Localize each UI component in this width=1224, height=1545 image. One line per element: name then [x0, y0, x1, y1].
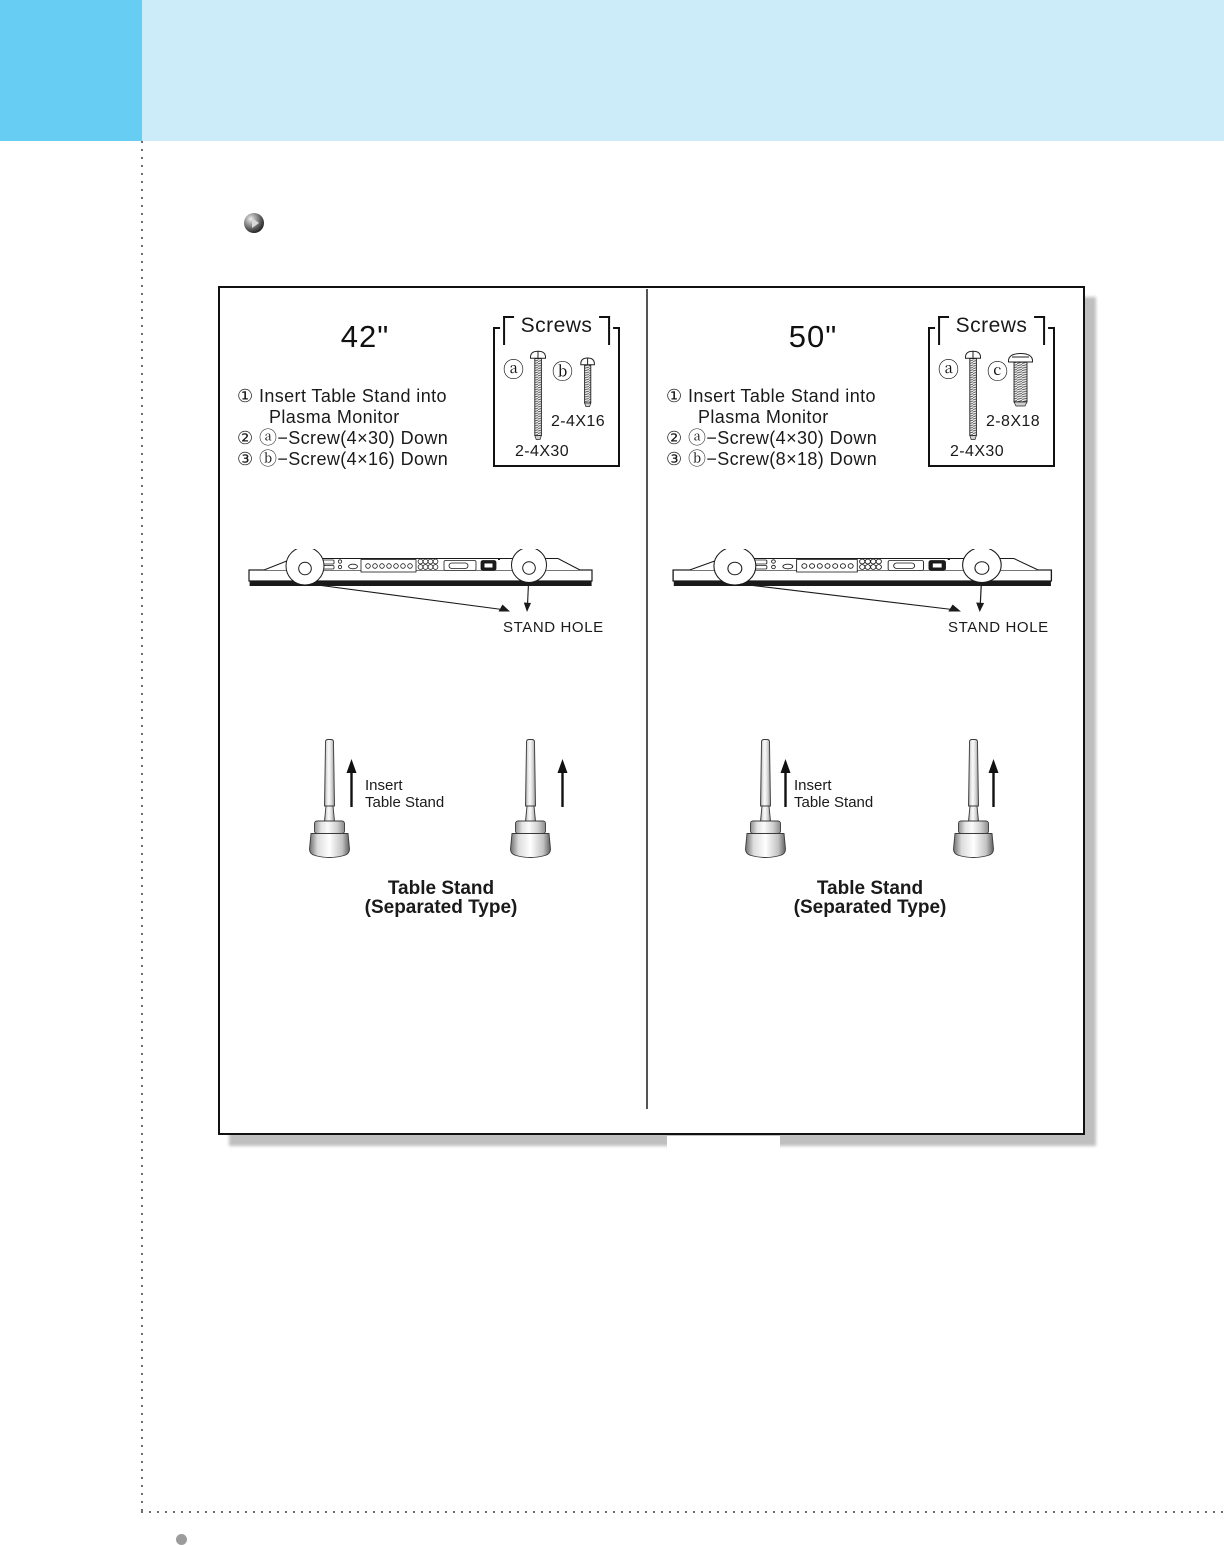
step-3: ③ ⓑ−Screw(8×18) Down — [666, 449, 878, 469]
screw-a-tag: ⓐ — [938, 359, 959, 382]
monitor-bottom-diagram — [672, 549, 1058, 619]
instruction-steps — [237, 386, 497, 470]
screw-a-size-label: 2-4X30 — [950, 443, 1004, 460]
stand-hole-label: STAND HOLE — [503, 619, 604, 636]
monitor-bottom-diagram — [248, 549, 598, 619]
screw-a-size-label: 2-4X30 — [515, 443, 569, 460]
step-1: ① Insert Table Stand into — [237, 386, 447, 406]
step-1: ① Insert Table Stand into — [666, 386, 876, 406]
insert-label-line1: Insert — [794, 777, 832, 794]
panel-50 — [647, 286, 1085, 1135]
insert-label-line2: Table Stand — [794, 794, 874, 811]
table-stand-icon — [507, 738, 554, 862]
up-arrow-icon — [346, 759, 357, 807]
step-3: ③ ⓑ−Screw(4×16) Down — [237, 449, 449, 469]
stand-caption-line1: Table Stand — [387, 878, 495, 899]
screw-b-size-label: 2-4X16 — [551, 413, 605, 430]
bracket-left-icon — [938, 316, 949, 345]
stand-caption-line2: (Separated Type) — [793, 897, 947, 918]
sphere-play-icon — [244, 213, 264, 233]
insert-label-line1: Insert — [365, 777, 403, 794]
up-arrow-icon — [557, 759, 568, 807]
screws-callout-box — [928, 314, 1055, 467]
step-2: ② ⓐ−Screw(4×30) Down — [237, 428, 449, 448]
step-1-cont: Plasma Monitor — [269, 407, 400, 427]
stand-caption-line1: Table Stand — [816, 878, 924, 899]
screw-4x16-icon — [579, 357, 596, 407]
screw-b-tag: ⓑ — [552, 361, 573, 384]
play-triangle-icon — [252, 218, 259, 228]
panel-title: 42" — [340, 319, 390, 354]
bracket-right-icon — [1034, 316, 1045, 345]
screw-a-tag: ⓐ — [503, 359, 524, 382]
bracket-left-icon — [503, 316, 514, 345]
screw-8x18-icon — [1007, 352, 1034, 409]
horizontal-dotted-guide — [141, 1511, 1224, 1513]
stand-caption-line2: (Separated Type) — [364, 897, 518, 918]
step-2: ② ⓐ−Screw(4×30) Down — [666, 428, 878, 448]
header-accent-block — [0, 0, 142, 141]
up-arrow-icon — [780, 759, 791, 807]
screw-4x30-icon — [528, 350, 548, 441]
panel-title: 50" — [788, 319, 838, 354]
screws-title: Screws — [520, 314, 593, 337]
screws-callout-box — [493, 314, 620, 467]
insert-label-line2: Table Stand — [365, 794, 445, 811]
bracket-right-icon — [599, 316, 610, 345]
gray-dot-icon — [176, 1534, 187, 1545]
panel-42 — [218, 286, 647, 1135]
screw-4x30-icon — [963, 350, 983, 441]
screw-c-size-label: 2-8X18 — [986, 413, 1040, 430]
header-band — [0, 0, 1224, 141]
up-arrow-icon — [988, 759, 999, 807]
instruction-steps — [666, 386, 926, 470]
screws-title: Screws — [955, 314, 1028, 337]
vertical-dotted-guide — [141, 141, 143, 1513]
step-1-cont: Plasma Monitor — [698, 407, 829, 427]
screws-label — [500, 313, 614, 345]
screw-c-tag: ⓒ — [987, 361, 1008, 384]
screws-label — [935, 313, 1049, 345]
stand-hole-label: STAND HOLE — [948, 619, 1049, 636]
shadow-notch — [667, 1136, 780, 1154]
